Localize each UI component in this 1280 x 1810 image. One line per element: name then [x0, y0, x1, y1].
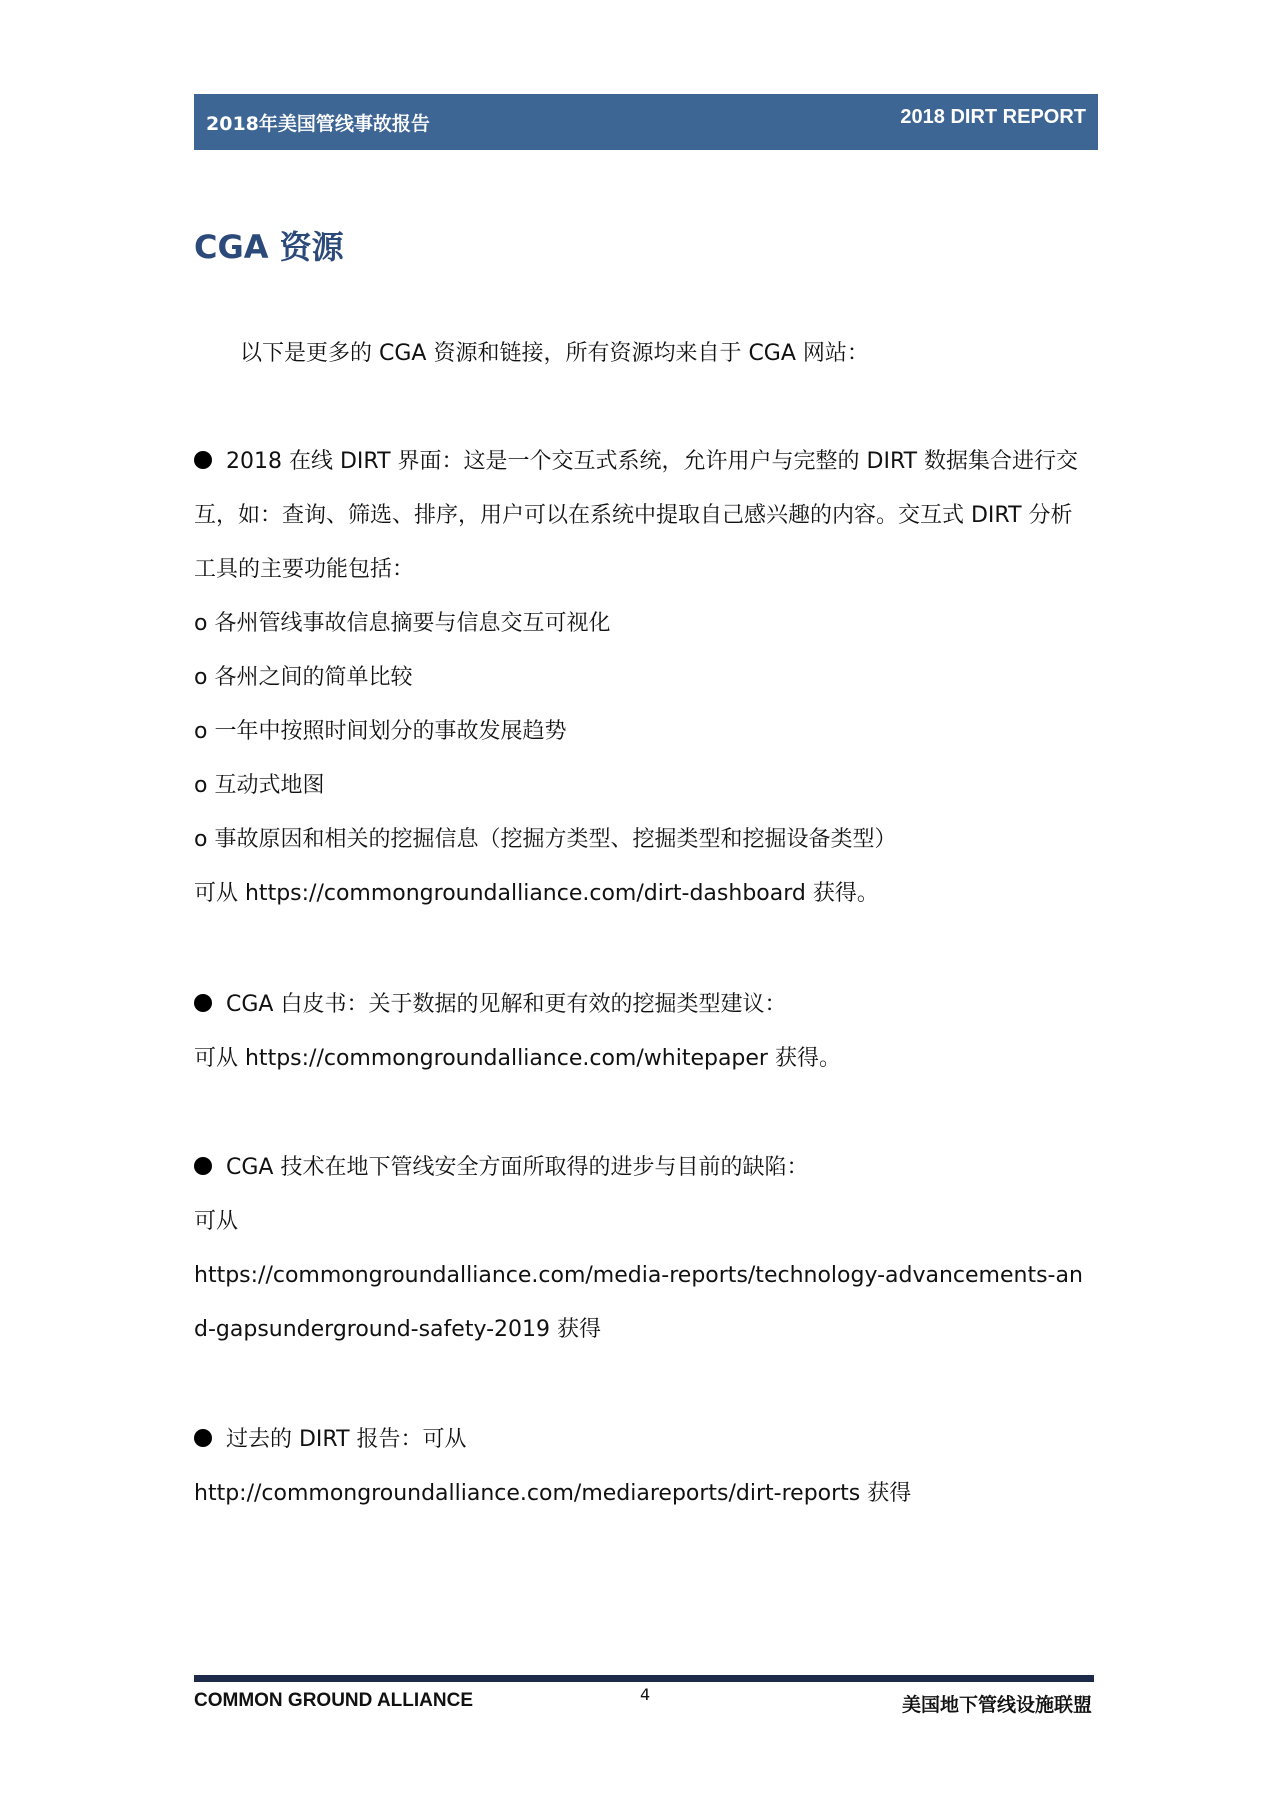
- sub-item: o 互动式地图: [194, 773, 325, 798]
- link-line[interactable]: http://commongroundalliance.com/mediareports/dirt-reports 获得: [194, 1481, 912, 1506]
- link-line[interactable]: d-gapsunderground-safety-2019 获得: [194, 1317, 602, 1342]
- footer-org-name-cn: 美国地下管线设施联盟: [901, 1694, 1092, 1716]
- bullet-icon: [194, 994, 212, 1012]
- section-past-reports: [194, 1413, 1104, 1521]
- section-dirt-dashboard: [194, 435, 1104, 921]
- section-line: 2018 在线 DIRT 界面：这是一个交互式系统，允许用户与完整的 DIRT 数据集合进行交: [194, 435, 1104, 489]
- bullet-icon: [194, 1429, 212, 1447]
- sub-item: o 各州管线事故信息摘要与信息交互可视化: [194, 611, 611, 636]
- sub-item: o 一年中按照时间划分的事故发展趋势: [194, 719, 567, 744]
- section-technology: [194, 1141, 1104, 1357]
- section-line: 互，如：查询、筛选、排序，用户可以在系统中提取自己感兴趣的内容。交互式 DIRT 分析: [194, 503, 1073, 528]
- section-line: 工具的主要功能包括：: [194, 557, 415, 582]
- page-title: CGA 资源: [194, 228, 344, 266]
- link-line[interactable]: https://commongroundalliance.com/media-reports/technology-advancements-an: [194, 1263, 1083, 1288]
- link-line[interactable]: 可从 https://commongroundalliance.com/whitepaper 获得。: [194, 1046, 841, 1071]
- section-line: CGA 技术在地下管线安全方面所取得的进步与目前的缺陷：: [194, 1141, 1104, 1195]
- page-number: 4: [640, 1685, 651, 1704]
- bullet-icon: [194, 1157, 212, 1175]
- sub-item: o 事故原因和相关的挖掘信息（挖掘方类型、挖掘类型和挖掘设备类型）: [194, 827, 897, 852]
- link-line[interactable]: 可从 https://commongroundalliance.com/dirt-dashboard 获得。: [194, 881, 879, 906]
- section-line: CGA 白皮书：关于数据的见解和更有效的挖掘类型建议：: [194, 978, 1104, 1032]
- intro-paragraph: 以下是更多的 CGA 资源和链接，所有资源均来自于 CGA 网站：: [240, 341, 869, 366]
- section-line: 过去的 DIRT 报告：可从: [194, 1413, 1104, 1467]
- header-right-title: 2018 DIRT REPORT: [900, 106, 1086, 128]
- header-bar: [194, 94, 1098, 150]
- sub-item: o 各州之间的简单比较: [194, 665, 413, 690]
- header-left-title: 2018年美国管线事故报告: [206, 113, 430, 135]
- footer-org-name: COMMON GROUND ALLIANCE: [194, 1690, 473, 1711]
- section-line: 可从: [194, 1209, 239, 1234]
- bullet-icon: [194, 451, 212, 469]
- section-whitepaper: [194, 978, 1104, 1086]
- footer-divider: [194, 1675, 1094, 1682]
